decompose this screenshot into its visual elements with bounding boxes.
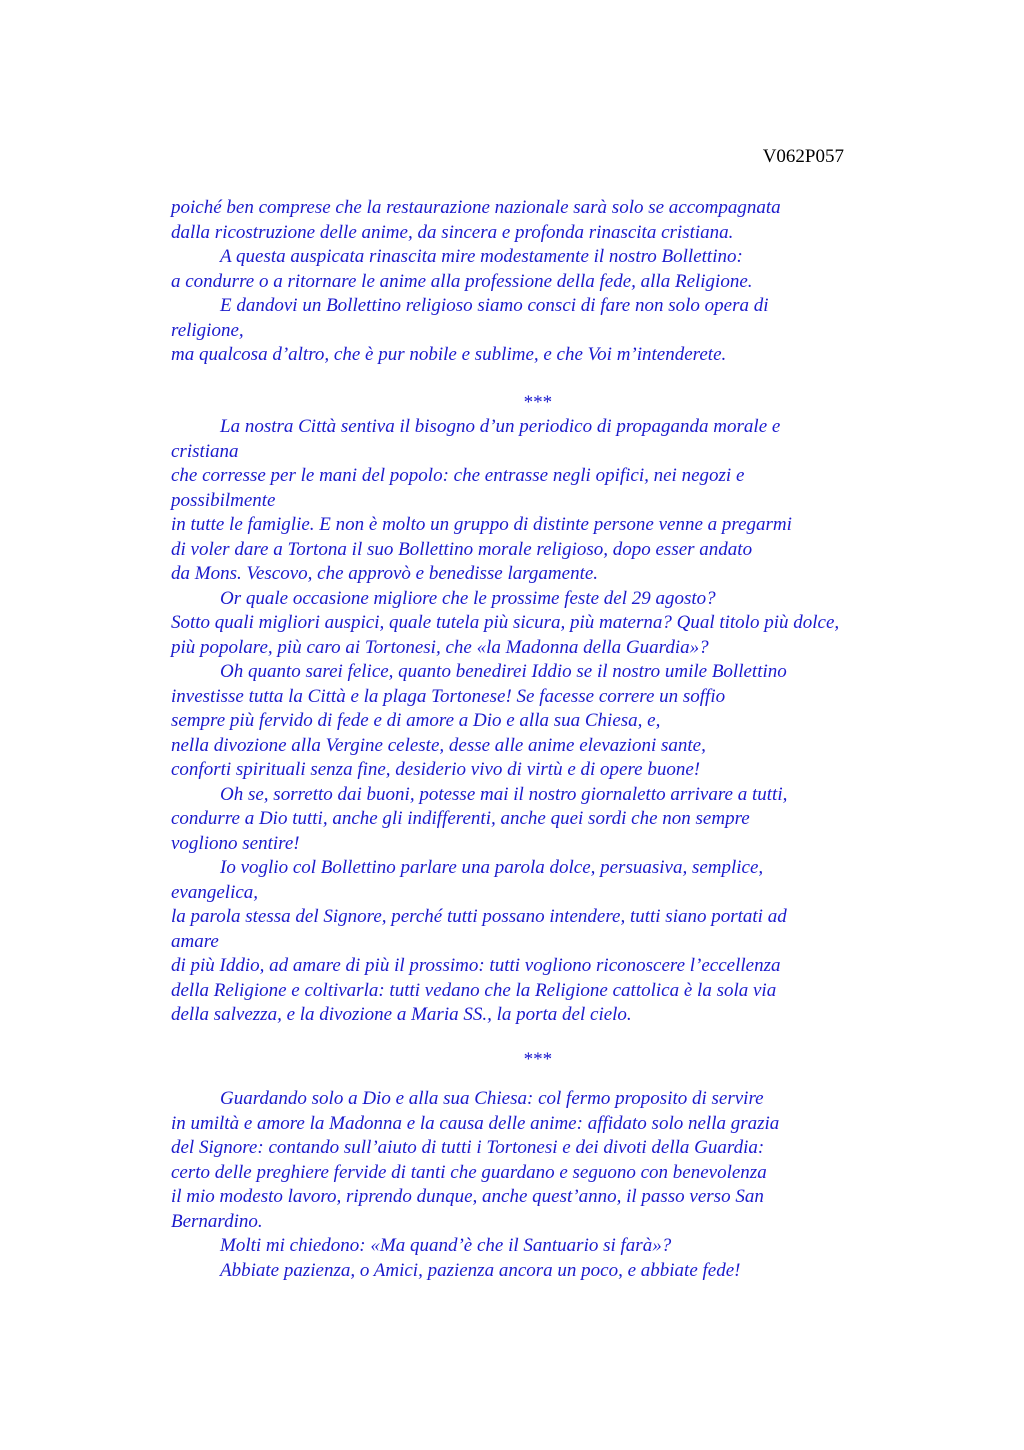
text-line: Oh quanto sarei felice, quanto benedirei Iddio se il nostro umile Bollettino [220, 661, 787, 682]
text-line: del Signore: contando sull’aiuto di tutti i Tortonesi e dei divoti della Guardia: [171, 1137, 765, 1158]
section-separator-1: *** [522, 392, 552, 413]
text-line: certo delle preghiere fervide di tanti che guardano e seguono con benevolenza [171, 1161, 767, 1183]
text-line: investisse tutta la Città e la plaga Tortonese! Se facesse correre un soffio [171, 685, 726, 707]
paragraph-block-3 [171, 1087, 931, 1283]
text-line: condurre a Dio tutti, anche gli indifferenti, anche quei sordi che non sempre [171, 808, 750, 829]
text-line: Guardando solo a Dio e alla sua Chiesa: col fermo proposito di servire [220, 1088, 764, 1109]
text-line: che corresse per le mani del popolo: che entrasse negli opifici, nei negozi e [171, 465, 745, 486]
text-line: Oh se, sorretto dai buoni, potesse mai il nostro giornaletto arrivare a tutti, [220, 783, 788, 805]
text-line: di voler dare a Tortona il suo Bollettino morale religioso, dopo esser andato [171, 538, 753, 560]
text-line: la parola stessa del Signore, perché tutti possano intendere, tutti siano portati ad [171, 906, 787, 927]
text-line: religione, [171, 319, 244, 341]
text-line: E dandovi un Bollettino religioso siamo consci di fare non solo opera di [220, 295, 769, 316]
text-line: Or quale occasione migliore che le prossime feste del 29 agosto? [220, 587, 716, 609]
text-line: più popolare, più caro ai Tortonesi, che «la Madonna della Guardia»? [171, 636, 709, 658]
text-line: a condurre o a ritornare le anime alla professione della fede, alla Religione. [171, 270, 753, 292]
text-line: evangelica, [171, 881, 259, 903]
page-code: V062P057 [762, 146, 844, 167]
section-separator-2: *** [522, 1049, 552, 1070]
text-line: possibilmente [171, 489, 276, 511]
text-line: amare [171, 930, 219, 952]
text-line: ma qualcosa d’altro, che è pur nobile e sublime, e che Voi m’intenderete. [171, 344, 727, 365]
text-line: La nostra Città sentiva il bisogno d’un periodico di propaganda morale e [220, 416, 781, 437]
text-line: conforti spirituali senza fine, desiderio vivo di virtù e di opere buone! [171, 759, 701, 780]
text-line: della salvezza, e la divozione a Maria SS., la porta del cielo. [171, 1004, 632, 1025]
text-line: il mio modesto lavoro, riprendo dunque, anche quest’anno, il passo verso San [171, 1186, 764, 1207]
text-line: da Mons. Vescovo, che approvò e benedisse largamente. [171, 563, 599, 584]
paragraph-block-2 [171, 415, 931, 1028]
text-line: Abbiate pazienza, o Amici, pazienza ancora un poco, e abbiate fede! [220, 1259, 741, 1281]
text-line: Io voglio col Bollettino parlare una parola dolce, persuasiva, semplice, [220, 857, 764, 878]
text-line: A questa auspicata rinascita mire modestamente il nostro Bollettino: [220, 246, 743, 267]
paragraph-block-1 [171, 196, 931, 368]
text-line: cristiana [171, 440, 239, 462]
text-line: nella divozione alla Vergine celeste, desse alle anime elevazioni sante, [171, 734, 706, 756]
text-line: della Religione e coltivarla: tutti vedano che la Religione cattolica è la sola via [171, 979, 777, 1001]
text-line: vogliono sentire! [171, 832, 300, 854]
text-line: poiché ben comprese che la restaurazione nazionale sarà solo se accompagnata [171, 197, 781, 218]
text-line: sempre più fervido di fede e di amore a Dio e alla sua Chiesa, e, [171, 710, 661, 731]
text-line: in umiltà e amore la Madonna e la causa delle anime: affidato solo nella grazia [171, 1112, 780, 1134]
text-line: Bernardino. [171, 1210, 263, 1232]
text-line: di più Iddio, ad amare di più il prossimo: tutti vogliono riconoscere l’eccellenza [171, 955, 781, 976]
text-line: dalla ricostruzione delle anime, da sincera e profonda rinascita cristiana. [171, 221, 734, 243]
text-line: Molti mi chiedono: «Ma quand’è che il Santuario si farà»? [220, 1235, 672, 1256]
text-line: in tutte le famiglie. E non è molto un gruppo di distinte persone venne a pregarmi [171, 514, 792, 535]
text-line: Sotto quali migliori auspici, quale tutela più sicura, più materna? Qual titolo più dolce, [171, 612, 840, 633]
